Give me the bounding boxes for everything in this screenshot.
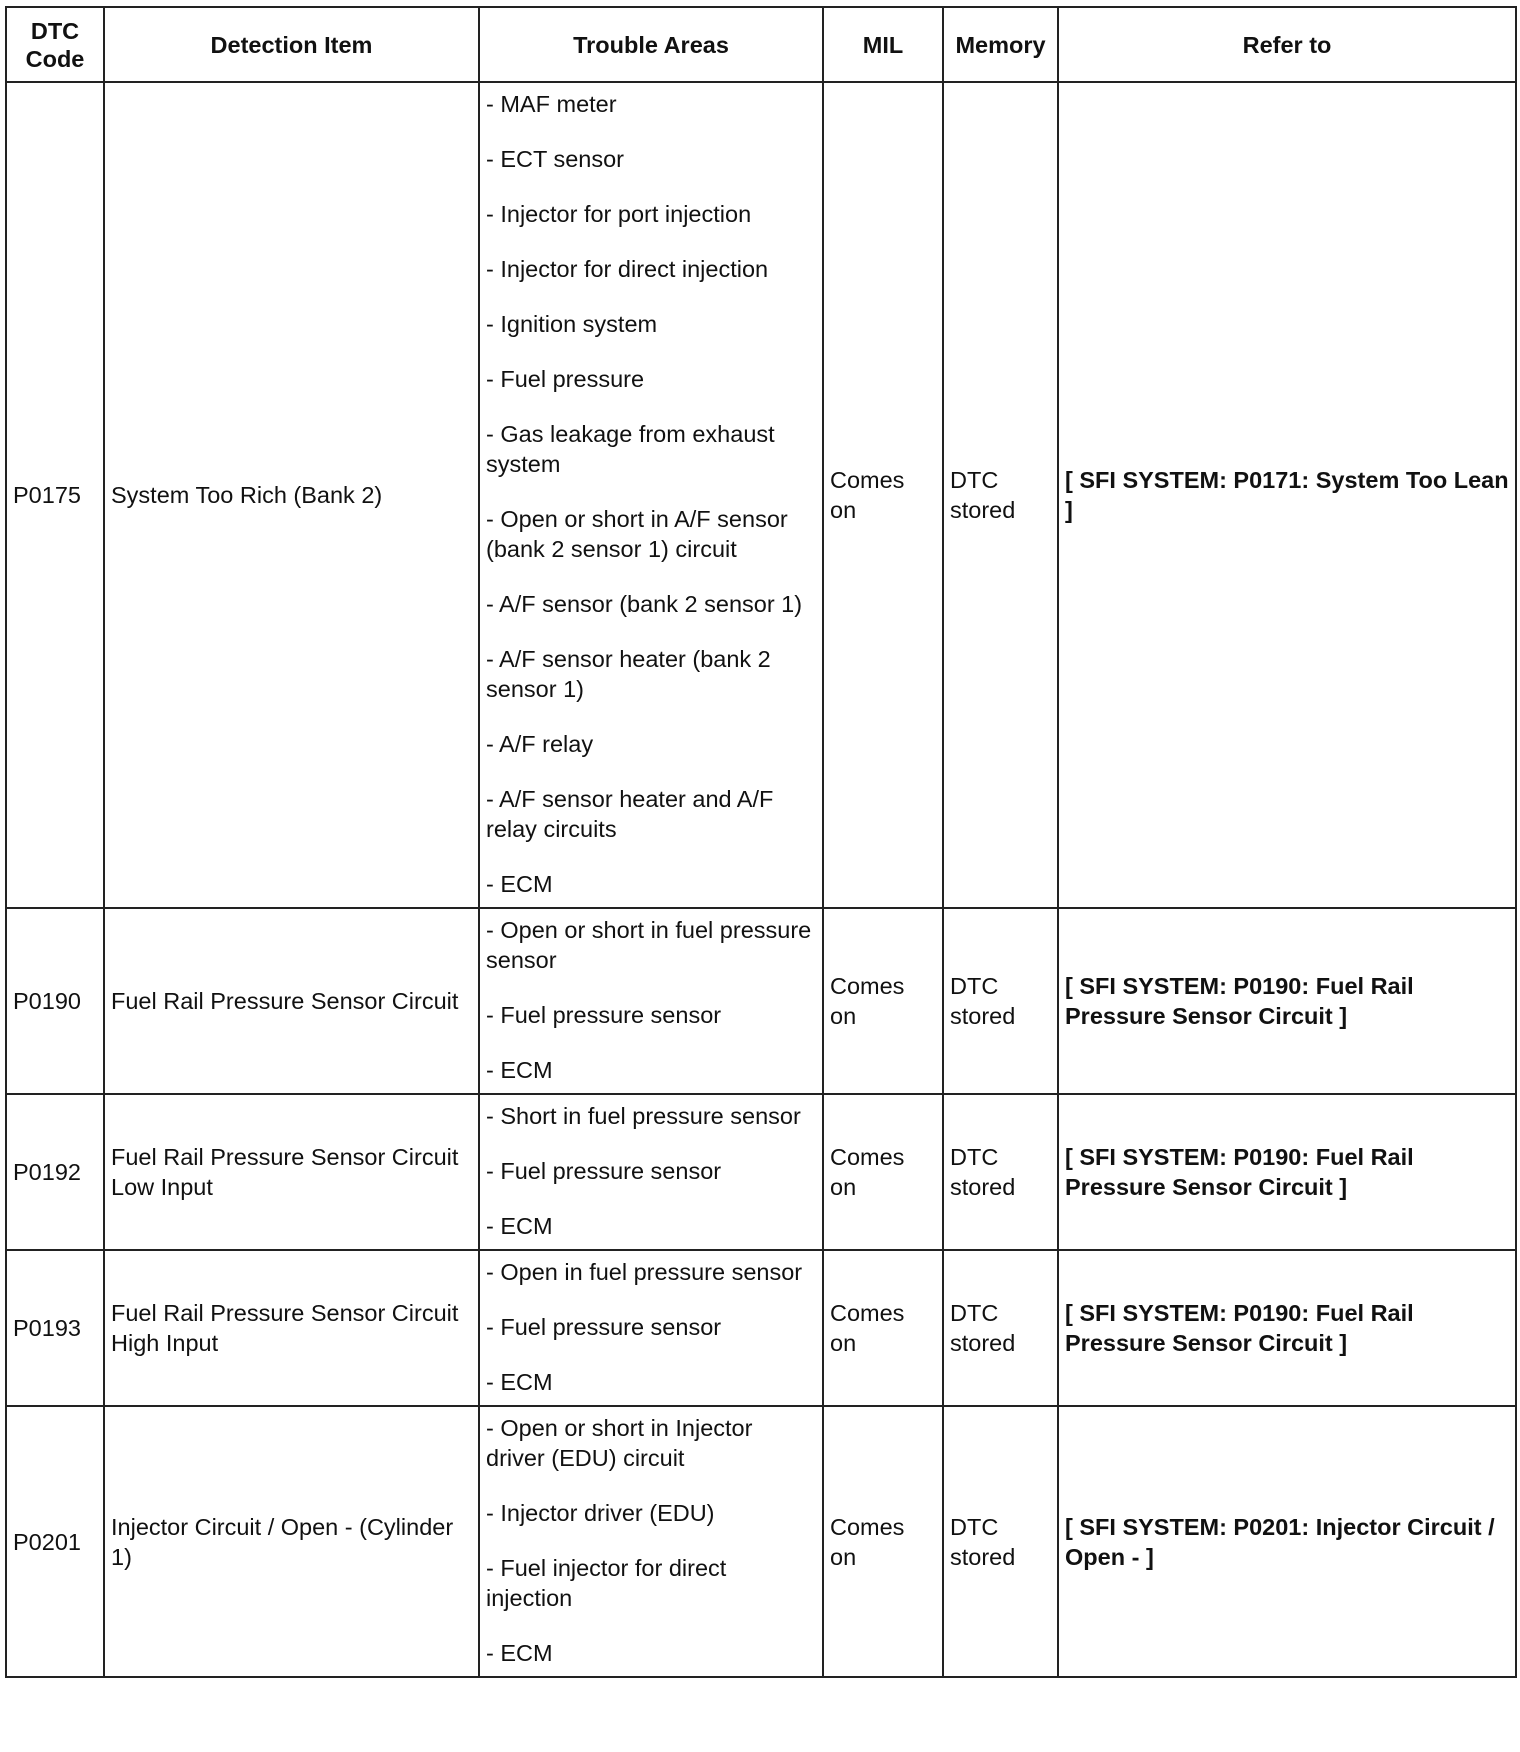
refer-to-link[interactable]: [ SFI SYSTEM: P0190: Fuel Rail Pressure Sensor Circuit ] bbox=[1058, 1094, 1516, 1250]
dtc-code-cell: P0175 bbox=[6, 82, 104, 908]
mil-cell: Comes on bbox=[823, 1250, 943, 1406]
table-row bbox=[6, 82, 1516, 908]
detection-item-cell: Fuel Rail Pressure Sensor Circuit bbox=[104, 908, 479, 1094]
trouble-area-item: - Open or short in Injector driver (EDU) circuit bbox=[486, 1415, 753, 1471]
header-detection-item: Detection Item bbox=[104, 7, 479, 82]
trouble-area-item: - Fuel pressure sensor bbox=[486, 1002, 722, 1028]
detection-item-cell: Fuel Rail Pressure Sensor Circuit Low Input bbox=[104, 1094, 479, 1250]
header-memory: Memory bbox=[943, 7, 1058, 82]
trouble-areas-cell bbox=[479, 1250, 823, 1406]
dtc-code-cell: P0192 bbox=[6, 1094, 104, 1250]
detection-item-cell: Fuel Rail Pressure Sensor Circuit High Input bbox=[104, 1250, 479, 1406]
header-refer-to: Refer to bbox=[1058, 7, 1516, 82]
trouble-area-item: - Fuel pressure sensor bbox=[486, 1314, 722, 1340]
trouble-areas-cell bbox=[479, 1094, 823, 1250]
trouble-area-item: - ECM bbox=[486, 1640, 553, 1666]
trouble-area-item: - ECM bbox=[486, 871, 553, 897]
trouble-area-item: - Short in fuel pressure sensor bbox=[486, 1103, 801, 1129]
dtc-table bbox=[5, 6, 1517, 1678]
trouble-area-item: - ECM bbox=[486, 1369, 553, 1395]
trouble-areas-cell bbox=[479, 82, 823, 908]
refer-to-link[interactable]: [ SFI SYSTEM: P0190: Fuel Rail Pressure Sensor Circuit ] bbox=[1058, 908, 1516, 1094]
trouble-area-item: - MAF meter bbox=[486, 91, 617, 117]
dtc-code-cell: P0190 bbox=[6, 908, 104, 1094]
header-row bbox=[6, 7, 1516, 82]
detection-item-cell: Injector Circuit / Open - (Cylinder 1) bbox=[104, 1406, 479, 1677]
trouble-area-item: - Open or short in A/F sensor (bank 2 sensor 1) circuit bbox=[486, 506, 788, 562]
mil-cell: Comes on bbox=[823, 1094, 943, 1250]
dtc-code-cell: P0201 bbox=[6, 1406, 104, 1677]
trouble-area-item: - Ignition system bbox=[486, 311, 658, 337]
trouble-areas-cell bbox=[479, 908, 823, 1094]
mil-cell: Comes on bbox=[823, 82, 943, 908]
trouble-areas-cell bbox=[479, 1406, 823, 1677]
memory-cell: DTC stored bbox=[943, 1406, 1058, 1677]
refer-to-link[interactable]: [ SFI SYSTEM: P0171: System Too Lean ] bbox=[1058, 82, 1516, 908]
trouble-area-item: - A/F sensor heater (bank 2 sensor 1) bbox=[486, 646, 771, 702]
trouble-area-item: - A/F relay bbox=[486, 731, 594, 757]
mil-cell: Comes on bbox=[823, 908, 943, 1094]
trouble-area-item: - ECM bbox=[486, 1213, 553, 1239]
trouble-area-item: - Fuel pressure bbox=[486, 366, 645, 392]
memory-cell: DTC stored bbox=[943, 82, 1058, 908]
refer-to-link[interactable]: [ SFI SYSTEM: P0190: Fuel Rail Pressure Sensor Circuit ] bbox=[1058, 1250, 1516, 1406]
header-mil: MIL bbox=[823, 7, 943, 82]
memory-cell: DTC stored bbox=[943, 908, 1058, 1094]
trouble-area-item: - Open or short in fuel pressure sensor bbox=[486, 917, 812, 973]
trouble-area-item: - A/F sensor heater and A/F relay circuits bbox=[486, 786, 774, 842]
trouble-area-item: - Open in fuel pressure sensor bbox=[486, 1259, 803, 1285]
trouble-area-item: - Gas leakage from exhaust system bbox=[486, 421, 775, 477]
detection-item-cell: System Too Rich (Bank 2) bbox=[104, 82, 479, 908]
trouble-area-item: - ECM bbox=[486, 1057, 553, 1083]
table-row bbox=[6, 1250, 1516, 1406]
trouble-area-item: - Injector for direct injection bbox=[486, 256, 769, 282]
trouble-area-item: - Fuel injector for direct injection bbox=[486, 1555, 727, 1611]
table-body bbox=[6, 82, 1516, 1677]
table-header bbox=[6, 7, 1516, 82]
memory-cell: DTC stored bbox=[943, 1094, 1058, 1250]
trouble-area-item: - Fuel pressure sensor bbox=[486, 1158, 722, 1184]
trouble-area-item: - A/F sensor (bank 2 sensor 1) bbox=[486, 591, 803, 617]
refer-to-link[interactable]: [ SFI SYSTEM: P0201: Injector Circuit / Open - ] bbox=[1058, 1406, 1516, 1677]
trouble-area-item: - ECT sensor bbox=[486, 146, 624, 172]
trouble-area-item: - Injector for port injection bbox=[486, 201, 752, 227]
dtc-code-cell: P0193 bbox=[6, 1250, 104, 1406]
table-row bbox=[6, 908, 1516, 1094]
mil-cell: Comes on bbox=[823, 1406, 943, 1677]
table-row bbox=[6, 1094, 1516, 1250]
trouble-area-item: - Injector driver (EDU) bbox=[486, 1500, 715, 1526]
table-row bbox=[6, 1406, 1516, 1677]
header-trouble-areas: Trouble Areas bbox=[479, 7, 823, 82]
memory-cell: DTC stored bbox=[943, 1250, 1058, 1406]
header-dtc-code: DTC Code bbox=[6, 7, 104, 82]
